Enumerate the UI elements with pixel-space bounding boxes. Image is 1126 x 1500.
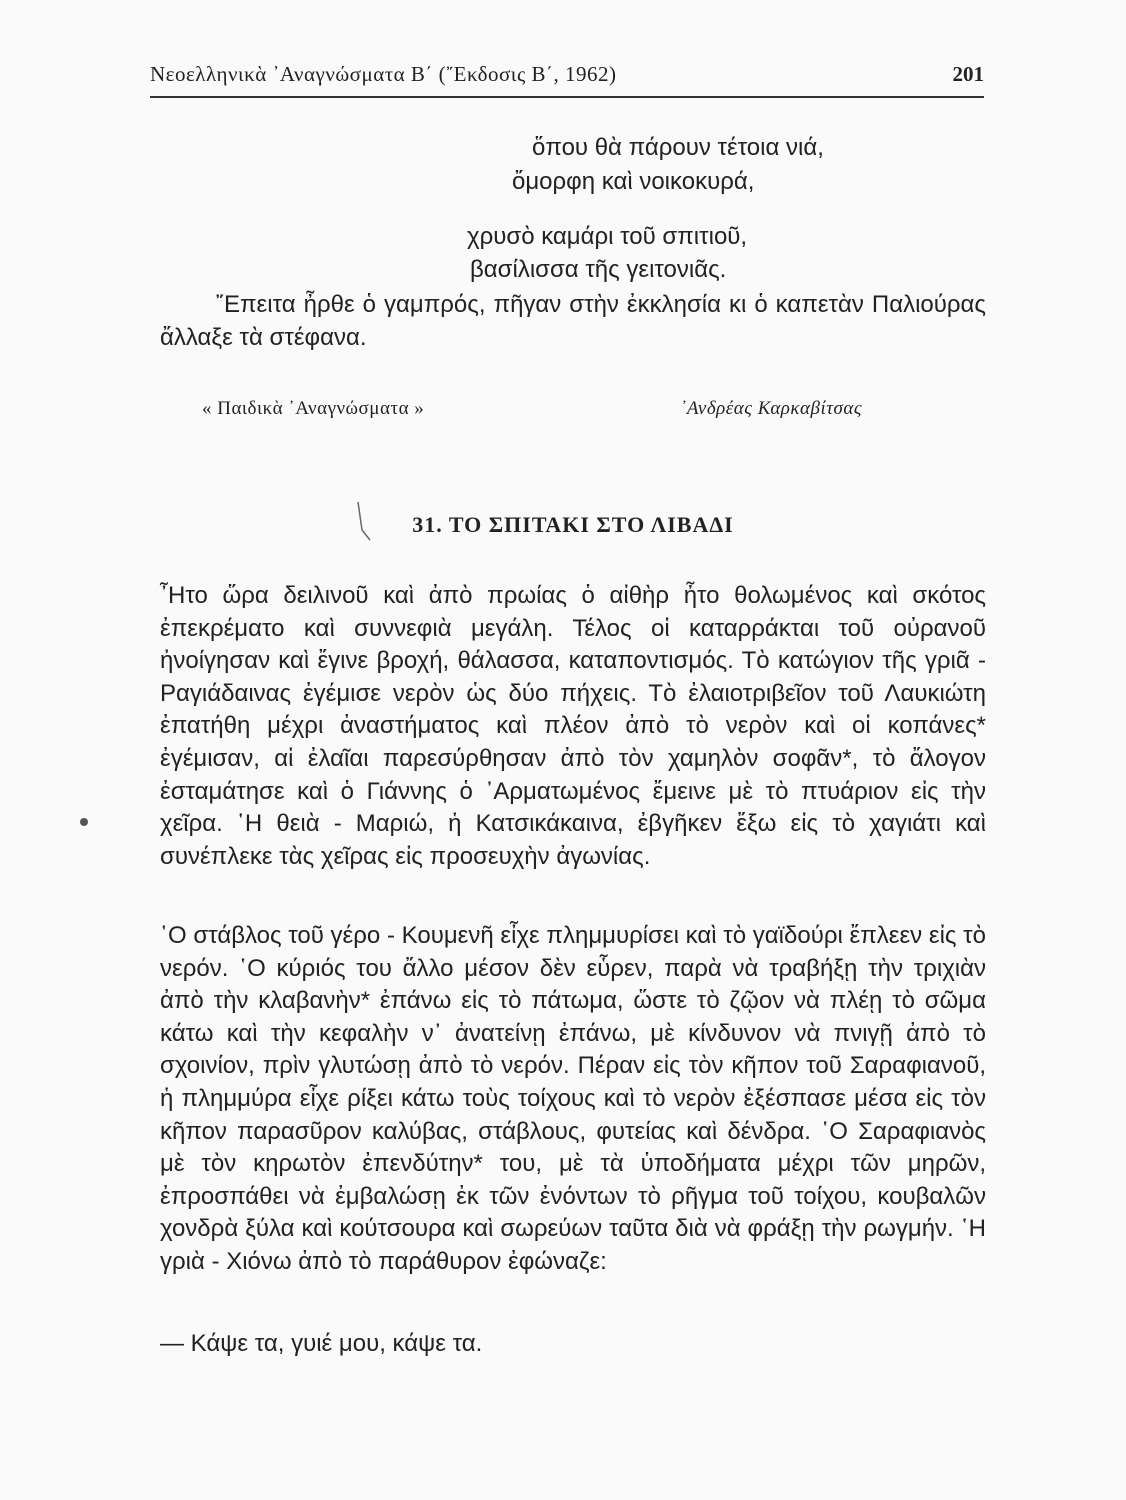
dialogue-line: — Κάψε τα, γυιέ μου, κάψε τα. [160, 1330, 483, 1357]
closing-paragraph: ῎Επειτα ἦρθε ὁ γαμπρός, πῆγαν στὴν ἐκκλησία κι ὁ καπετὰν Παλιούρας ἄλλαξε τὰ στέφανα. [160, 291, 986, 351]
page-header [150, 62, 984, 98]
page-number: 201 [952, 62, 984, 86]
section-title: 31. ΤΟ ΣΠΙΤΑΚΙ ΣΤΟ ΛΙΒΑΔΙ [412, 512, 734, 537]
margin-dot [80, 818, 88, 826]
poem-line: βασίλισσα τῆς γειτονιᾶς. [470, 256, 727, 283]
poem-line: χρυσὸ καμάρι τοῦ σπιτιοῦ, [467, 223, 748, 250]
source-author: ᾿Ανδρέας Καρκαβίτσας [680, 398, 863, 419]
poem-line: ὄμορφη καὶ νοικοκυρά, [512, 168, 755, 195]
source-book: « Παιδικὰ ᾿Αναγνώσματα » [202, 398, 425, 419]
body-paragraph: ῏Ητο ὥρα δειλινοῦ καὶ ἀπὸ πρωίας ὁ αἰθὴρ ἦτο θολωμένος καὶ σκότος ἐπεκρέματο καὶ συννεφιὰ μεγάλη. Τέλος οἱ καταρράκται τοῦ οὐρανοῦ ἠνοίγησαν καὶ ἔγινε βροχή, θάλασσα, καταποντισμός. Τὸ κατώγιον τῆς γριᾶ - Ραγιάδαινας ἐγέμισε νερὸν ὡς δύο πήχεις. Τὸ ἐλαιοτριβεῖον τοῦ Λαυκιώτη ἐπατήθη μέχρι ἀναστήματος καὶ πλέον ἀπὸ τὸ νερὸν καὶ οἱ κοπάνες* ἐγέμισαν, αἱ ἐλαῖαι παρεσύρθησαν ἀπὸ τὸν χαμηλὸν σοφᾶν*, τὸ ἄλογον ἐσταμάτησε καὶ ὁ Γιάννης ὁ ᾿Αρματωμένος ἔμεινε μὲ τὸ πτυάριον εἰς τὴν χεῖρα. ῾Η θειὰ - Μαριώ, ἡ Κατσικάκαινα, ἐβγῆκεν ἔξω εἰς τὸ χαγιάτι καὶ συνέπλεκε τὰς χεῖρας εἰς προσευχὴν ἀγωνίας. [160, 582, 986, 870]
running-title: Νεοελληνικὰ ᾿Αναγνώσματα Β΄ (῎Εκδοσις Β΄, 1962) [150, 62, 617, 86]
body-paragraph: ῾Ο στάβλος τοῦ γέρο - Κουμενῆ εἶχε πλημμυρίσει καὶ τὸ γαϊδούρι ἔπλεεν εἰς τὸ νερόν. ῾Ο κύριός του ἄλλο μέσον δὲν εὗρεν, παρὰ νὰ τραβήξῃ τὴν τριχιὰν ἀπὸ τὴν κλαβανὴν* ἐπάνω εἰς τὸ πάτωμα, ὥστε τὸ ζῷον νὰ πλέῃ τὸ σῶμα κάτω καὶ τὴν κεφαλὴν ν᾿ ἀνατείνῃ ἐπάνω, μὲ κίνδυνον νὰ πνιγῇ ἀπὸ τὸ σχοινίον, πρὶν γλυτώσῃ ἀπὸ τὸ νερόν. Πέραν εἰς τὸν κῆπον τοῦ Σαραφιανοῦ, ἡ πλημμύρα εἶχε ρίξει κάτω τοὺς τοίχους καὶ τὸ νερὸν ἐξέσπασε μέσα εἰς τὸν κῆπον παρασῦρον καλύβας, στάβλους, φυτείας καὶ δένδρα. ῾Ο Σαραφιανὸς μὲ τὸν κηρωτὸν ἐπενδύτην* του, μὲ τὰ ὑποδήματα μέχρι τῶν μηρῶν, ἐπροσπάθει νὰ ἐμβαλώσῃ ἐκ τῶν ἐνόντων τὸ ρῆγμα τοῦ τοίχου, κουβαλῶν χονδρὰ ξύλα καὶ κούτσουρα καὶ σωρεύων ταῦτα διὰ νὰ φράξῃ τὴν ρωγμήν. ῾Η γριὰ - Χιόνω ἀπὸ τὸ παράθυρον ἐφώναζε: [160, 922, 986, 1275]
poem-line: ὅπου θὰ πάρουν τέτοια νιά, [532, 134, 824, 161]
